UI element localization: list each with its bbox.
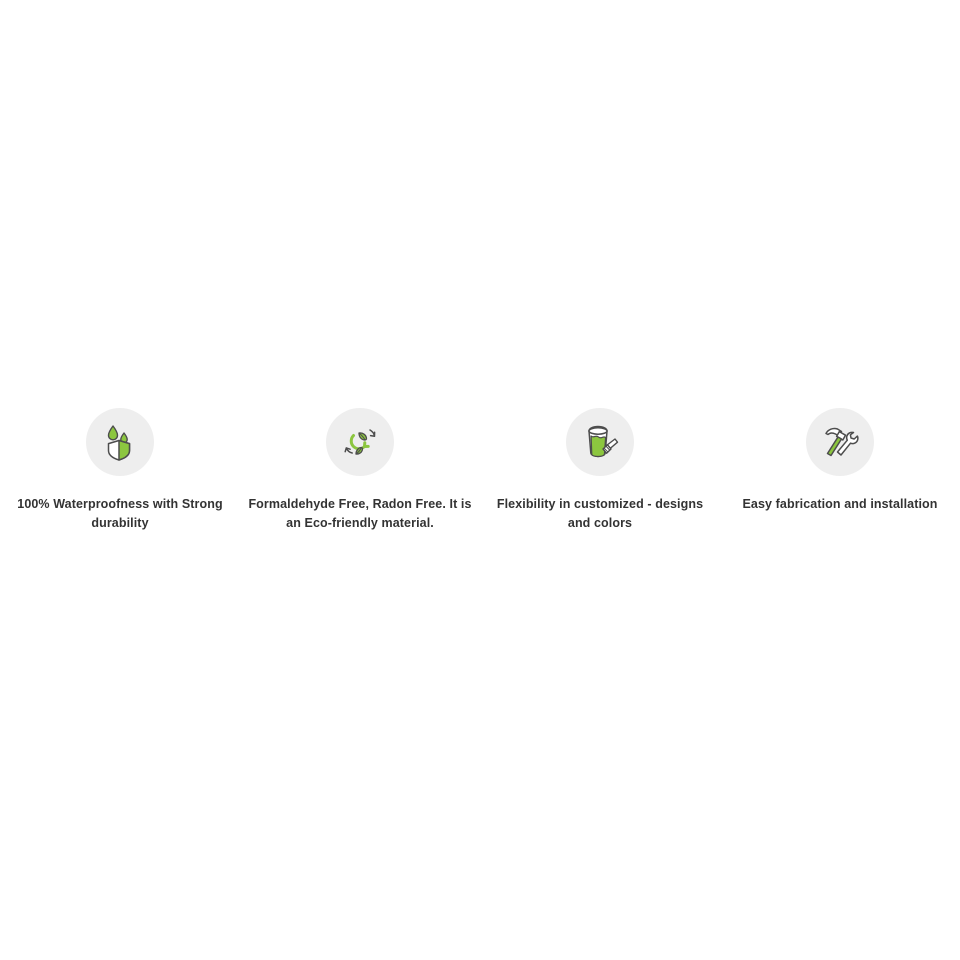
feature-label: 100% Waterproofness with Strong durability: [17, 497, 223, 531]
waterproof-shield-droplet-icon: [98, 420, 142, 464]
feature-label: Easy fabrication and installation: [742, 497, 938, 511]
eco-recycle-leaf-icon: [337, 419, 383, 465]
feature-item: [240, 408, 480, 534]
icon-background-circle: [86, 408, 154, 476]
feature-list: [0, 408, 960, 534]
feature-item: [480, 408, 720, 534]
icon-background-circle: [806, 408, 874, 476]
paint-bucket-brush-icon: [577, 419, 623, 465]
icon-background-circle: [566, 408, 634, 476]
feature-item: [720, 408, 960, 514]
icon-background-circle: [326, 408, 394, 476]
feature-item: [0, 408, 240, 534]
feature-label: Formaldehyde Free, Radon Free. It is an Eco-friendly material.: [248, 497, 472, 531]
hammer-wrench-tools-icon: [817, 419, 863, 465]
feature-label: Flexibility in customized - designs and colors: [496, 497, 704, 531]
